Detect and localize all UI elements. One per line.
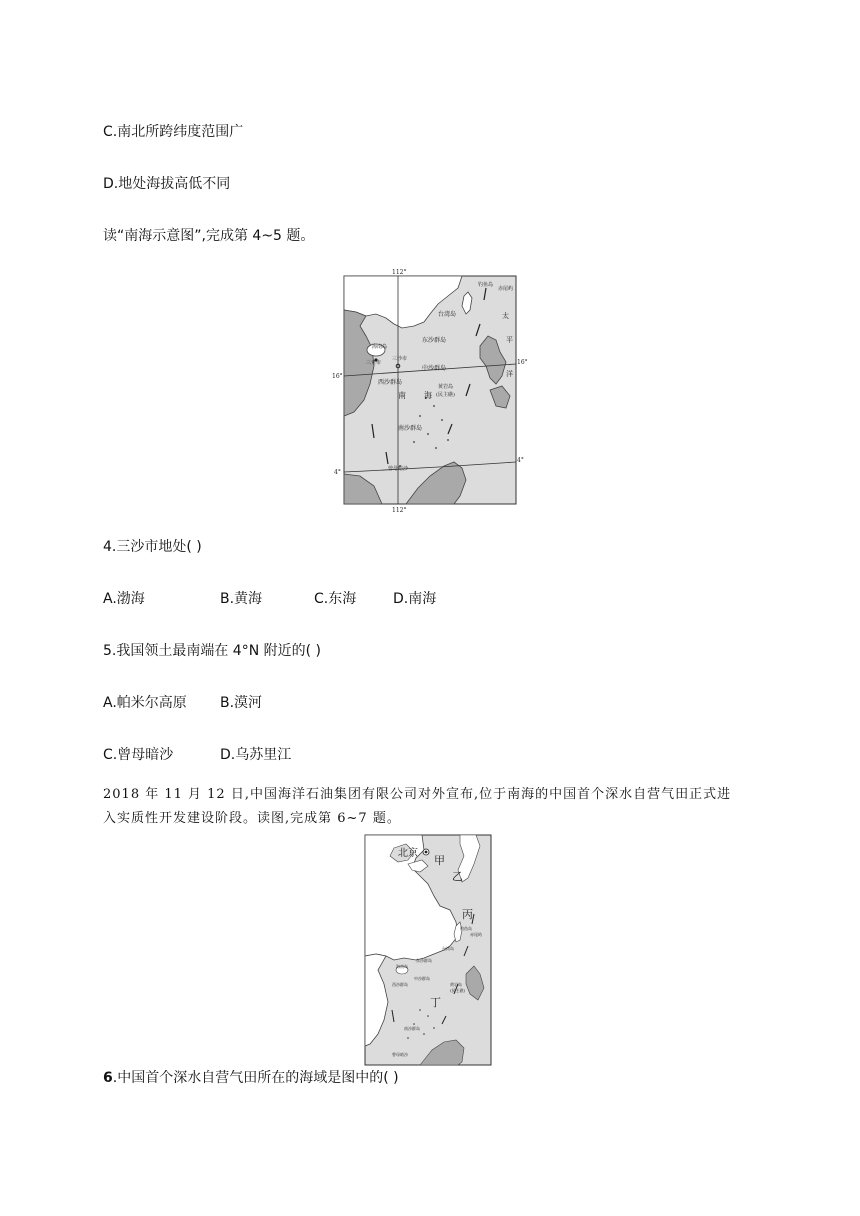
label-ding: 丁: [430, 996, 441, 1009]
label-jia: 甲: [434, 854, 445, 867]
intro-4-5: 读“南海示意图”,完成第 4~5 题。: [103, 228, 315, 244]
label-taiwan-2: 台湾岛: [442, 946, 454, 951]
intro-6-7-line1: 2018 年 11 月 12 日,中国海洋石油集团有限公司对外宣布,位于南海的中国首个深水自营气田正式进: [103, 787, 732, 802]
label-hainan: 海南岛: [372, 344, 388, 350]
q5-option-b[interactable]: B.漠河: [220, 695, 263, 711]
label-yi: 乙: [452, 870, 463, 883]
lon-label-top: 112°: [392, 269, 407, 276]
label-huangyan-2: 黄岩岛: [450, 982, 462, 987]
label-zengmu-2: 曾母暗沙: [392, 1052, 408, 1057]
label-yang: 洋: [506, 370, 513, 378]
label-diaoyu-2: 钓鱼岛: [460, 926, 472, 931]
label-huangyan: 黄岩岛: [438, 384, 454, 390]
label-dongsha: 东沙群岛: [422, 337, 447, 344]
lat-4-right: 4°: [517, 457, 524, 464]
label-chiwei: 赤尾屿: [498, 286, 514, 292]
label-taiwan: 台湾岛: [438, 311, 457, 318]
lat-4-left: 4°: [334, 469, 341, 476]
label-nansha: 南沙群岛: [398, 425, 423, 432]
label-dongsha-2: 东沙群岛: [416, 958, 432, 963]
question-6-text: .中国首个深水自营气田所在的海域是图中的( ): [112, 1070, 399, 1086]
question-6-stem: [103, 1068, 399, 1088]
q5-option-a[interactable]: A.帕米尔高原: [103, 695, 187, 711]
q4-option-c[interactable]: C.东海: [314, 591, 357, 607]
label-nan: 南: [398, 391, 406, 400]
south-china-sea-map: [330, 266, 530, 514]
label-xisha-2: 西沙群岛: [392, 982, 408, 987]
intro-6-7-line2: 入实质性开发建设阶段。读图,完成第 6~7 题。: [103, 811, 401, 826]
option-d-top: D.地处海拔高低不同: [103, 176, 231, 192]
label-sansha: 三沙市: [392, 356, 408, 362]
q4-option-a[interactable]: A.渤海: [103, 591, 145, 607]
question-4-stem: 4.三沙市地处( ): [103, 539, 202, 555]
label-minzhu: (民主礁): [436, 392, 455, 398]
label-zhongsha: 中沙群岛: [422, 365, 447, 372]
label-beijing: 北京: [398, 848, 418, 859]
lon-label-bottom: 112°: [392, 507, 407, 514]
label-xisha: 西沙群岛: [378, 379, 403, 386]
label-zhongsha-2: 中沙群岛: [414, 976, 430, 981]
label-ping: 平: [506, 336, 513, 344]
label-hai: 海: [424, 391, 432, 400]
question-6-number: 6: [103, 1070, 113, 1086]
label-minzhu-2: (民主礁): [450, 988, 466, 993]
lat-16-left: 16°: [332, 373, 343, 380]
label-hainan-2: 海南岛: [396, 964, 408, 969]
q5-option-d[interactable]: D.乌苏里江: [220, 747, 292, 763]
lat-16-right: 16°: [517, 359, 528, 366]
label-chiwei-2: 赤尾屿: [470, 932, 482, 937]
q5-option-c[interactable]: C.曾母暗沙: [103, 747, 174, 763]
label-nansha-2: 南沙群岛: [404, 1026, 420, 1031]
label-zengmu: 曾母暗沙: [388, 466, 409, 472]
label-sanya: 三亚市: [366, 360, 382, 366]
q4-option-d[interactable]: D.南海: [393, 591, 437, 607]
china-coast-map: [364, 834, 492, 1066]
option-c-top: C.南北所跨纬度范围广: [103, 124, 244, 140]
label-diaoyu: 钓鱼岛: [478, 282, 494, 288]
label-tai: 太: [502, 312, 509, 320]
label-bing: 丙: [462, 908, 473, 921]
question-5-stem: 5.我国领土最南端在 4°N 附近的( ): [103, 643, 322, 659]
q4-option-b[interactable]: B.黄海: [220, 591, 263, 607]
